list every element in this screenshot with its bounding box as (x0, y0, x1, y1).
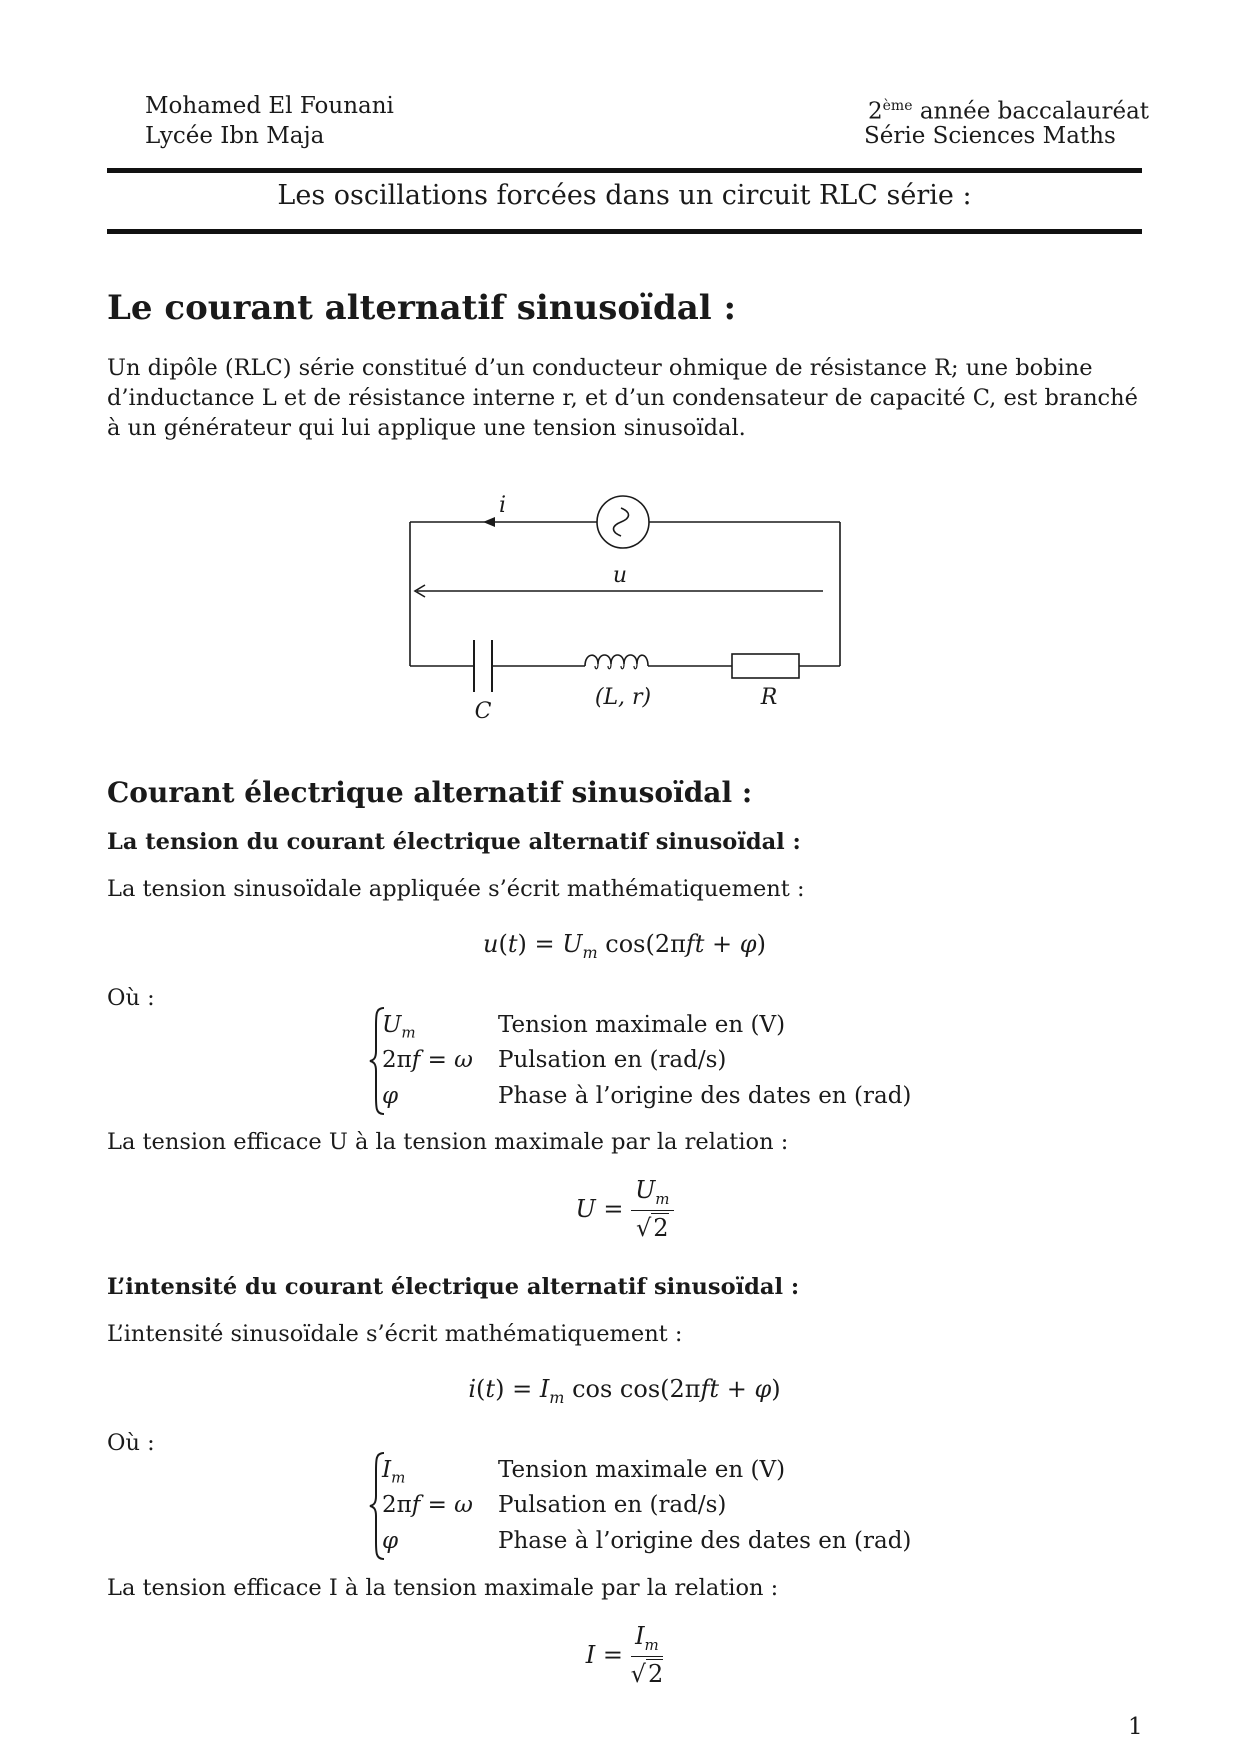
intensity-rms-text: La tension efficace I à la tension maximale par la relation : (107, 1575, 779, 1601)
inductor-icon (585, 655, 648, 666)
label-capacitor: C (474, 699, 492, 724)
header-school: Lycée Ibn Maja (145, 123, 325, 149)
intensity-intro: L’intensité sinusoïdale s’écrit mathématiquement : (107, 1321, 683, 1347)
definition-row: φ (382, 1528, 399, 1554)
document-title: Les oscillations forcées dans un circuit RLC série : (277, 180, 972, 211)
voltage-rms-formula: U = $\frac{U_m}{√2}$ (107, 1176, 1142, 1242)
label-voltage: u (612, 563, 628, 588)
page-number: 1 (1128, 1714, 1143, 1740)
intro-paragraph: Un dipôle (RLC) série constitué d’un conducteur ohmique de résistance R; une bobine d’inductance L et de résistance interne r, et d’un condensateur de capacité C, est branché à un générateur qui lui applique une tension sinusoïdal. (107, 355, 1138, 441)
definition-row: $I_m$ (382, 1457, 406, 1487)
main-section (107, 288, 736, 328)
intensity-rms-formula: I = $\frac{I_m}{√2}$ (585, 1622, 664, 1688)
label-inductor: (L, r) (594, 685, 652, 710)
label-resistor: R (760, 685, 778, 710)
definition-row: 2πf = ω (382, 1047, 473, 1073)
current-arrow-icon (483, 517, 495, 527)
definition-row: 2πf = ω (382, 1492, 473, 1518)
voltage-definitions: $U_m$ Tension maximale en (V) 2πf = ω Pulsation en (rad/s) φ Phase à l’origine des dates en (rad) (382, 1008, 942, 1118)
voltage-rms-text: La tension efficace U à la tension maximale par la relation : (107, 1129, 789, 1155)
intensity-definitions: $I_m$ Tension maximale en (V) 2πf = ω Pulsation en (rad/s) φ Phase à l’origine des dates en (rad) (382, 1453, 942, 1563)
intensity-where: Où : (107, 1430, 155, 1456)
bottom-rule (107, 229, 1142, 234)
rlc-circuit-diagram (395, 490, 855, 730)
header-level: 2ème année baccalauréat (868, 98, 1150, 125)
sine-symbol-icon (614, 508, 629, 536)
resistor-icon (732, 654, 799, 678)
intensity-equation: $i(t) = I_m$ cos cos(2πft + φ) (468, 1375, 781, 1407)
definition-row: $U_m$ (382, 1012, 416, 1042)
label-current: i (499, 493, 507, 518)
top-rule (107, 168, 1142, 173)
voltage-equation: $u(t) = U_m$ cos(2πft + φ) (483, 930, 766, 962)
current-section (107, 776, 752, 809)
voltage-where: Où : (107, 985, 155, 1011)
definition-row: φ (382, 1083, 399, 1109)
section-title-current: Courant électrique alternatif sinusoïdal : (107, 776, 753, 809)
subsection-title-voltage: La tension du courant électrique alternatif sinusoïdal : (107, 829, 801, 855)
subsection-title-intensity: L’intensité du courant électrique alternatif sinusoïdal : (107, 1274, 800, 1300)
header-series: Série Sciences Maths (864, 123, 1116, 149)
voltage-intro: La tension sinusoïdale appliquée s’écrit mathématiquement : (107, 876, 805, 902)
header-author: Mohamed El Founani (145, 93, 394, 119)
section-title-main: Le courant alternatif sinusoïdal : (107, 288, 737, 328)
